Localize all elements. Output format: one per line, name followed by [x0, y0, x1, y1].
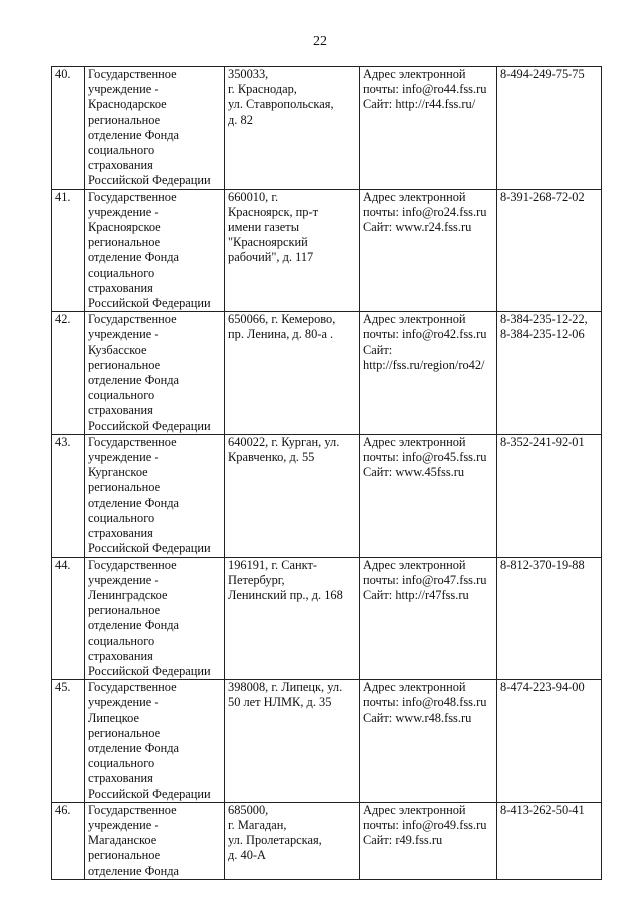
table-row — [52, 557, 602, 680]
postal-address: 196191, г. Санкт- Петербург, Ленинский пр., д. 168 — [225, 557, 360, 680]
email-and-website: Адрес электронной почты: info@ro24.fss.ru Сайт: www.r24.fss.ru — [360, 189, 497, 312]
table-row — [52, 312, 602, 435]
postal-address: 640022, г. Курган, ул. Кравченко, д. 55 — [225, 434, 360, 557]
institution-name: Государственное учреждение - Красноярское региональное отделение Фонда социального страхования Российской Федерации — [85, 189, 225, 312]
institution-name: Государственное учреждение - Липецкое региональное отделение Фонда социального страхования Российской Федерации — [85, 680, 225, 803]
table-row — [52, 802, 602, 879]
phone-number: 8-384-235-12-22, 8-384-235-12-06 — [497, 312, 602, 435]
row-number: 44. — [52, 557, 85, 680]
email-and-website: Адрес электронной почты: info@ro49.fss.ru Сайт: r49.fss.ru — [360, 802, 497, 879]
postal-address: 398008, г. Липецк, ул. 50 лет НЛМК, д. 35 — [225, 680, 360, 803]
phone-number: 8-474-223-94-00 — [497, 680, 602, 803]
postal-address: 650066, г. Кемерово, пр. Ленина, д. 80-а . — [225, 312, 360, 435]
row-number: 46. — [52, 802, 85, 879]
row-number: 40. — [52, 67, 85, 190]
postal-address: 660010, г. Красноярск, пр-т имени газеты "Красноярский рабочий", д. 117 — [225, 189, 360, 312]
phone-number: 8-413-262-50-41 — [497, 802, 602, 879]
institution-name: Государственное учреждение - Магаданское региональное отделение Фонда — [85, 802, 225, 879]
institution-name: Государственное учреждение - Курганское региональное отделение Фонда социального страхования Российской Федерации — [85, 434, 225, 557]
regional-offices-table — [51, 66, 602, 880]
table-row — [52, 67, 602, 190]
email-and-website: Адрес электронной почты: info@ro47.fss.ru Сайт: http://r47fss.ru — [360, 557, 497, 680]
institution-name: Государственное учреждение - Кузбасское региональное отделение Фонда социального страхования Российской Федерации — [85, 312, 225, 435]
institution-name: Государственное учреждение - Ленинградское региональное отделение Фонда социального страхования Российской Федерации — [85, 557, 225, 680]
page-number: 22 — [313, 34, 327, 49]
row-number: 42. — [52, 312, 85, 435]
phone-number: 8-494-249-75-75 — [497, 67, 602, 190]
table-row — [52, 189, 602, 312]
row-number: 45. — [52, 680, 85, 803]
row-number: 43. — [52, 434, 85, 557]
postal-address: 685000, г. Магадан, ул. Пролетарская, д. 40-А — [225, 802, 360, 879]
email-and-website: Адрес электронной почты: info@ro48.fss.ru Сайт: www.r48.fss.ru — [360, 680, 497, 803]
email-and-website: Адрес электронной почты: info@ro44.fss.ru Сайт: http://r44.fss.ru/ — [360, 67, 497, 190]
phone-number: 8-352-241-92-01 — [497, 434, 602, 557]
email-and-website: Адрес электронной почты: info@ro45.fss.ru Сайт: www.45fss.ru — [360, 434, 497, 557]
table-row — [52, 680, 602, 803]
row-number: 41. — [52, 189, 85, 312]
table-row — [52, 434, 602, 557]
postal-address: 350033, г. Краснодар, ул. Ставропольская, д. 82 — [225, 67, 360, 190]
phone-number: 8-391-268-72-02 — [497, 189, 602, 312]
institution-name: Государственное учреждение - Краснодарское региональное отделение Фонда социального страхования Российской Федерации — [85, 67, 225, 190]
phone-number: 8-812-370-19-88 — [497, 557, 602, 680]
email-and-website: Адрес электронной почты: info@ro42.fss.ru Сайт: http://fss.ru/region/ro42/ — [360, 312, 497, 435]
